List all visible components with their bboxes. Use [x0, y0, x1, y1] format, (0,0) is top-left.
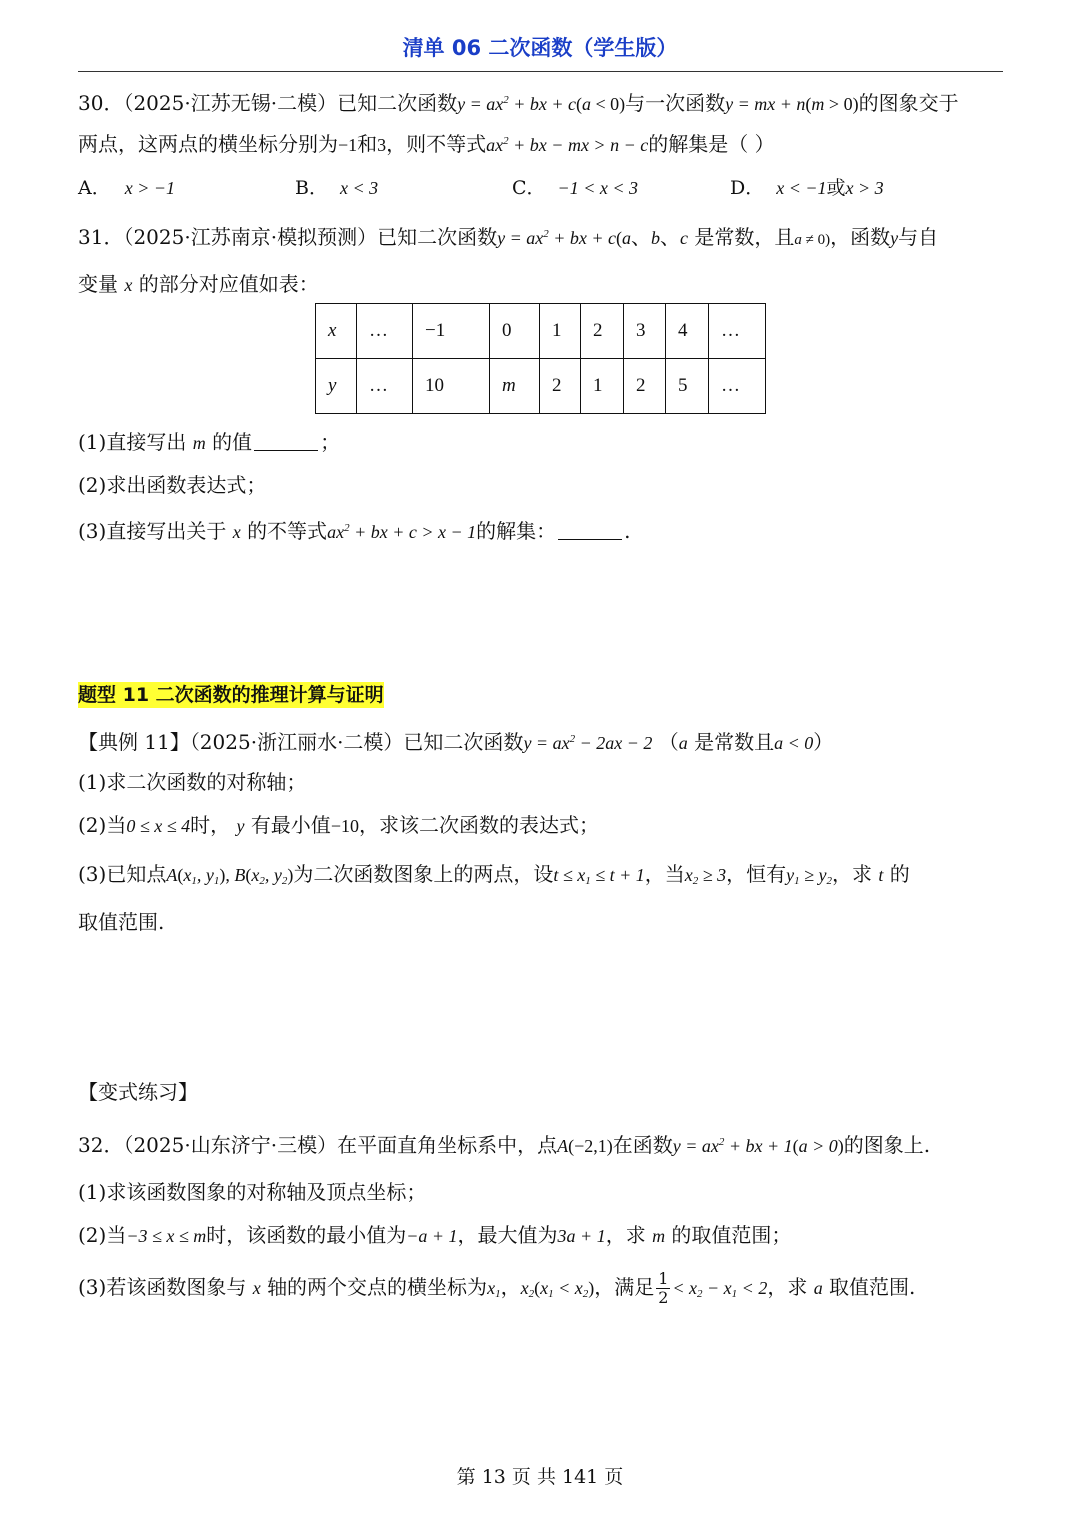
q32-part1: (1)求该函数图象的对称轴及顶点坐标；	[78, 1180, 427, 1204]
table-cell: …	[709, 359, 766, 414]
table-cell: 1	[540, 304, 581, 359]
q31-quadratic: $y = ax^2$ + bx + c	[497, 228, 616, 248]
q32-source: （2025·山东济宁·三模）在平面直角坐标系中，点	[123, 1133, 558, 1157]
table-row-y	[316, 359, 766, 414]
table-cell: …	[709, 304, 766, 359]
table-cell: y	[316, 359, 357, 414]
q31-part3: (3)直接写出关于 x 的不等式$ax^2$ + bx + c > x − 1的解集： .	[78, 519, 631, 543]
answer-blank	[254, 432, 318, 451]
q31-text4: 变量	[78, 272, 118, 296]
q30-inequality: $ax^2$ + bx − mx > n − c	[486, 135, 649, 155]
q31-text2: ，函数	[830, 225, 891, 249]
practice-label: 【变式练习】	[78, 1080, 198, 1104]
q30-linear: y = mx + n	[725, 94, 806, 114]
q32-part3: (3)若该函数图象与 x 轴的两个交点的横坐标为$x_1$，$x_2(x_1 < x_2)$，满足 $\frac{1}{2}$ < $x_2 - x_1 < 2$，求 a 取值范围.	[78, 1269, 916, 1307]
q30-option-c: C． −1 < x < 3	[512, 177, 638, 199]
table-cell: 3	[624, 304, 666, 359]
q30-text1: 与一次函数	[625, 91, 726, 115]
q30-number: 30．	[78, 91, 124, 115]
page-footer: 第 13 页 共 141 页	[456, 1466, 624, 1488]
page-header-title: 清单 06 二次函数（学生版）	[402, 36, 678, 60]
answer-blank	[558, 521, 622, 540]
q30-text3: 两点，这两点的横坐标分别为	[78, 132, 338, 156]
table-cell: 4	[666, 304, 709, 359]
q31-text5: 的部分对应值如表：	[138, 272, 319, 296]
q32-number: 32．	[78, 1133, 124, 1157]
ex11-part3-cont: 取值范围.	[78, 910, 165, 934]
ex11-part1: (1)求二次函数的对称轴；	[78, 770, 307, 794]
section-heading: 题型 11 二次函数的推理计算与证明	[78, 684, 384, 706]
q30-text4: ，则不等式	[386, 132, 487, 156]
q30-option-b: B． x < 3	[295, 177, 379, 199]
ex11-part3: (3)已知点$A(x_1$, $y_1$), $B(x_2$, $y_2$)为二次函数图象上的两点，设$t \le x_1 \le t + 1$，当$x_2 \ge 3$，恒有$y_1 \ge y_2$，求 t 的	[78, 862, 910, 887]
table-cell: −1	[413, 304, 490, 359]
q31-number: 31．	[78, 225, 124, 249]
q31-value-table	[315, 303, 766, 414]
q31-part1: (1)直接写出 m 的值 ；	[78, 430, 341, 454]
ex11-line1: 【典例 11】（2025·浙江丽水·二模）已知二次函数$y = ax^2 - 2ax - 2$ （a 是常数且a < 0）	[78, 730, 834, 754]
table-cell: …	[357, 304, 413, 359]
q30-quadratic: $y = ax^2$ + bx + c	[457, 94, 576, 114]
table-cell: 1	[581, 359, 624, 414]
header-rule	[78, 71, 1003, 72]
table-cell: 2	[581, 304, 624, 359]
q31-line1: 31．（2025·江苏南京·模拟预测）已知二次函数$y = ax^2$ + bx + c(a、b、c 是常数，且a ≠ 0)，函数y与自	[78, 225, 939, 249]
ex11-part2: (2)当0 ≤ x ≤ 4时， y 有最小值−10，求该二次函数的表达式；	[78, 813, 599, 837]
q31-line2: 变量 x 的部分对应值如表：	[78, 272, 319, 296]
q30-option-a: A． x > −1	[78, 177, 176, 199]
table-cell: …	[357, 359, 413, 414]
table-row-x	[316, 304, 766, 359]
q30-text2: 的图象交于	[858, 91, 959, 115]
table-cell: 5	[666, 359, 709, 414]
q30-line1: 30．（2025·江苏无锡·二模）已知二次函数$y = ax^2$ + bx + c(a < 0)与一次函数y = mx + n(m > 0)的图象交于	[78, 91, 959, 115]
q30-option-d: D． x < −1或x > 3	[730, 177, 884, 199]
q32-part2: (2)当−3 ≤ x ≤ m时，该函数的最小值为−a + 1，最大值为3a + 1，求 m 的取值范围；	[78, 1223, 792, 1247]
ex11-source: （2025·浙江丽水·二模）已知二次函数	[189, 730, 524, 754]
q31-source: （2025·江苏南京·模拟预测）已知二次函数	[123, 225, 498, 249]
q31-part2: (2)求出函数表达式；	[78, 473, 267, 497]
table-cell: 2	[540, 359, 581, 414]
table-cell: 2	[624, 359, 666, 414]
ex11-label: 【典例 11】	[78, 730, 190, 754]
fraction-one-half: $\frac{1}{2}$	[658, 1269, 669, 1307]
table-cell: x	[316, 304, 357, 359]
table-cell: m	[490, 359, 540, 414]
q31-text3: 与自	[898, 225, 939, 249]
table-cell: 10	[413, 359, 490, 414]
q30-line2: 两点，这两点的横坐标分别为−1和3，则不等式$ax^2$ + bx − mx > n − c的解集是（ ）	[78, 132, 775, 156]
q30-text5: 的解集是（ ）	[648, 132, 775, 156]
q31-text1: 是常数，且	[694, 225, 795, 249]
q30-and: 和	[357, 132, 378, 156]
q32-line1: 32．（2025·山东济宁·三模）在平面直角坐标系中，点A(−2,1)在函数$y = ax^2$ + bx + 1(a > 0)的图象上.	[78, 1133, 931, 1157]
table-cell: 0	[490, 304, 540, 359]
q30-source: （2025·江苏无锡·二模）已知二次函数	[123, 91, 458, 115]
